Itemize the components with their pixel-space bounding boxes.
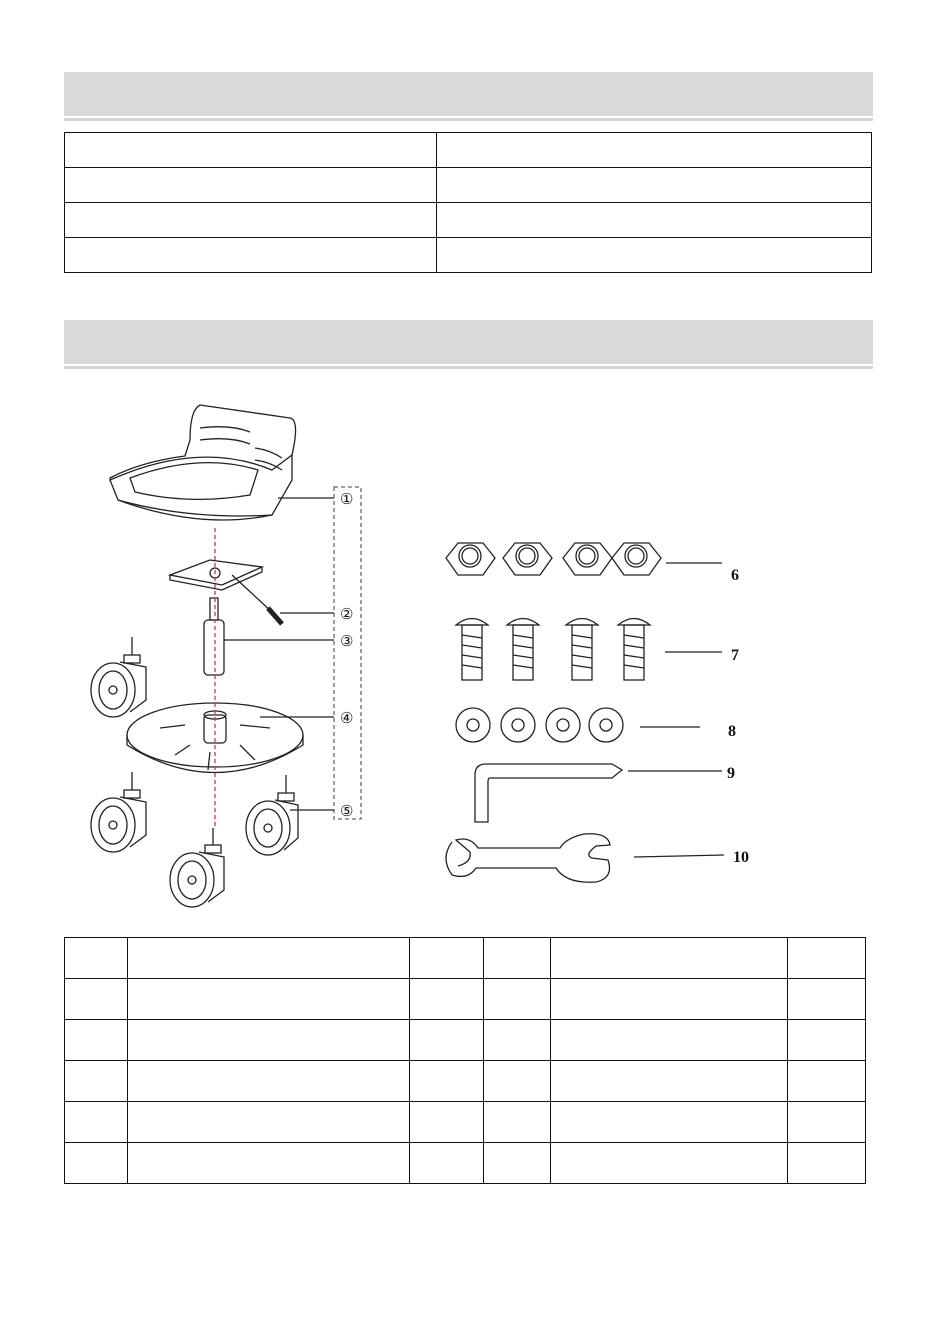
table-cell (484, 979, 551, 1020)
table-cell (551, 1061, 788, 1102)
table-cell (788, 938, 866, 979)
part-label-10: 10 (733, 849, 749, 866)
table-cell (551, 1020, 788, 1061)
caster-illustration (246, 775, 298, 855)
part-label-1: ① (340, 492, 354, 508)
table-cell (410, 979, 484, 1020)
table-cell (410, 1061, 484, 1102)
part-label-3: ③ (340, 634, 354, 650)
table-cell (788, 1020, 866, 1061)
part-label-9: 9 (727, 765, 735, 782)
table-cell (788, 1143, 866, 1184)
table-cell (65, 979, 128, 1020)
part-label-5: ⑤ (340, 804, 354, 820)
part-label-7: 7 (731, 647, 739, 664)
caster-illustration (91, 772, 146, 852)
parts-table (64, 937, 866, 1184)
table-cell (128, 979, 410, 1020)
table-cell (551, 1102, 788, 1143)
table-cell (484, 1143, 551, 1184)
table-cell (410, 938, 484, 979)
table-cell (410, 1020, 484, 1061)
table-cell (551, 1143, 788, 1184)
table-cell (788, 1102, 866, 1143)
table-cell (128, 1102, 410, 1143)
table-cell (484, 1020, 551, 1061)
table-cell (484, 1061, 551, 1102)
table-cell (410, 1102, 484, 1143)
table-cell (128, 1061, 410, 1102)
table-cell (65, 938, 128, 979)
table-cell (128, 1143, 410, 1184)
table-cell (484, 1102, 551, 1143)
swivel-plate-illustration (170, 560, 282, 624)
wrench-illustration (446, 834, 724, 882)
gas-cylinder-illustration (204, 598, 224, 675)
table-row (65, 979, 866, 1020)
part-label-8: 8 (728, 723, 736, 740)
bolt-set-illustration (456, 619, 722, 681)
nut-set-illustration (446, 543, 722, 575)
seat-illustration (110, 405, 296, 520)
part-label-4: ④ (340, 711, 354, 727)
table-cell (788, 979, 866, 1020)
table-cell (484, 938, 551, 979)
table-row (65, 1143, 866, 1184)
table-cell (65, 1061, 128, 1102)
caster-illustration (91, 637, 146, 717)
caster-illustration (170, 828, 224, 907)
table-cell (128, 1020, 410, 1061)
part-label-6: 6 (731, 567, 739, 584)
table-row (65, 1102, 866, 1143)
table-cell (128, 938, 410, 979)
part-label-2: ② (340, 607, 354, 623)
table-cell (65, 1020, 128, 1061)
table-row (65, 1020, 866, 1061)
table-cell (551, 979, 788, 1020)
table-cell (65, 1102, 128, 1143)
table-cell (788, 1061, 866, 1102)
hex-key-illustration (475, 764, 722, 822)
table-cell (65, 1143, 128, 1184)
table-cell (410, 1143, 484, 1184)
table-row (65, 1061, 866, 1102)
table-cell (551, 938, 788, 979)
washer-set-illustration (456, 708, 700, 742)
table-row (65, 938, 866, 979)
